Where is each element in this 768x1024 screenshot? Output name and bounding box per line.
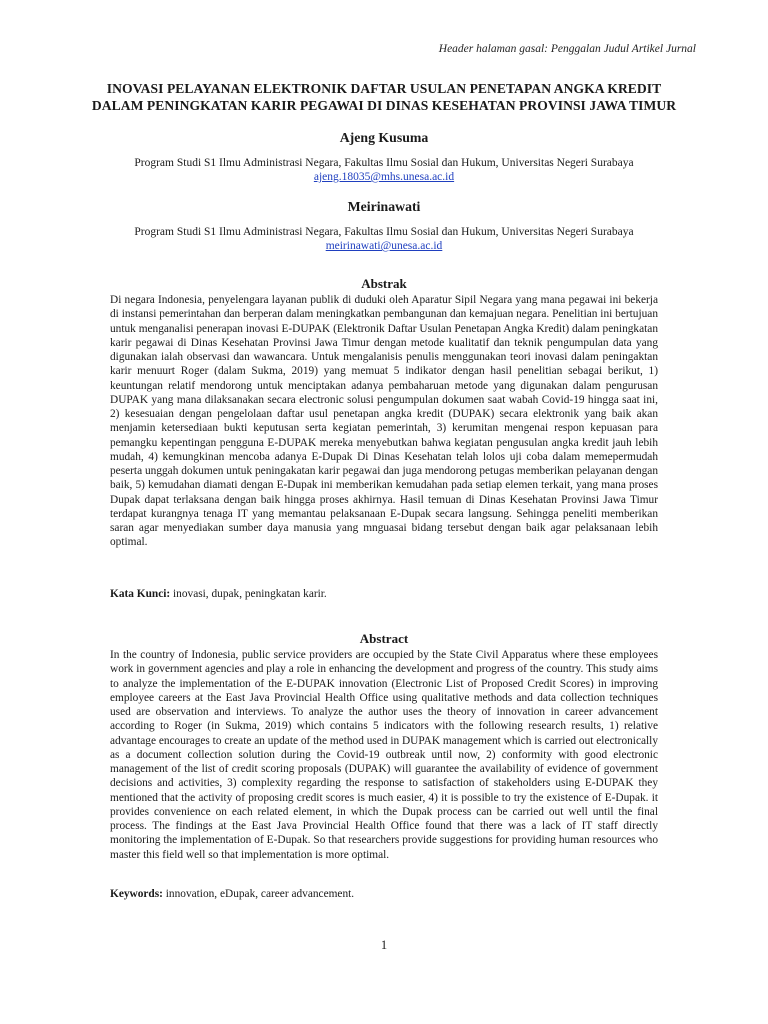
author-name: Meirinawati (347, 199, 421, 214)
author-email-link[interactable]: ajeng.18035@mhs.unesa.ac.id (313, 171, 455, 183)
abstrak-keywords (110, 587, 658, 601)
author-block-2 (60, 198, 708, 253)
keywords-label: Kata Kunci: (110, 588, 171, 600)
author-block-1 (60, 129, 708, 184)
keywords-value: inovasi, dupak, peningkatan karir. (173, 588, 327, 600)
running-header: Header halaman gasal: Penggalan Judul Artikel Jurnal (438, 43, 696, 55)
abstrak-heading: Abstrak (361, 276, 407, 291)
author-affiliation: Program Studi S1 Ilmu Administrasi Negara, Fakultas Ilmu Sosial dan Hukum, Universitas Negeri Surabaya (134, 226, 634, 238)
page-number: 1 (380, 938, 388, 952)
keywords-value: innovation, eDupak, career advancement. (165, 888, 355, 900)
article-title (60, 80, 708, 114)
article-title-line-1: INOVASI PELAYANAN ELEKTRONIK DAFTAR USULAN PENETAPAN ANGKA KREDIT (106, 81, 662, 96)
abstract-keywords (110, 887, 658, 901)
author-email-link[interactable]: meirinawati@unesa.ac.id (325, 240, 443, 252)
abstract-body: In the country of Indonesia, public service providers are occupied by the State Civil Apparatus where these employees work in government agencies and play a role in enhancing the development and progress of the country. This study aims to analyze the implementation of the E-DUPAK innovation (Electronic List of Proposed Credit Scores) in improving employee careers at the East Java Provincial Health Office using qualitative methods and data collection techniques used are observation and interviews. To analyze the author uses the theory of innovation in career advancement according to Roger (in Sukma, 2019) which contains 5 indicators with the following research results, 1) relative advantage encourages to create an update of the method used in DUPAK management which is carried out electronically as a document collection solution during the Covid-19 outbreak until now, 2) conformity with good electronic management of the list of credit scoring proposals (DUPAK) will guarantee the availability of evidence of government decisions and activities, 3) complexity regarding the response to satisfaction of stakeholders using E-DUPAK they mentioned that the activity of proposing credit scores is much easier, 4) it is possible to try the existence of E-Dupak. it provides convenience on each related element, in which the Dupak process can be carried out well until the final process. The findings at the East Java Provincial Health Office found that there was a lack of IT staff directly monitoring the implementation of E-Dupak. So that researchers provide suggestions for providing human resources who master this field well so that implementation is more optimal. (110, 649, 658, 861)
abstract-heading: Abstract (359, 631, 409, 646)
abstrak-body: Di negara Indonesia, penyelengara layanan publik di duduki oleh Aparatur Sipil Negara yang mana pegawai ini bekerja di instansi pemerintahan dan berperan dalam meningkatkan pembangunan dan kemajuan negara. Penelitian ini bertujuan untuk menganalisi penerapan inovasi E-DUPAK (Elektronik Daftar Usulan Penetapan Angka Kredit) dalam peningkatan karir pegawai di Dinas Kesehatan Provinsi Jawa Timur dengan metode kualitatif dan teknik pengumpulan data yang digunakan ialah observasi dan wawancara. Untuk mengalanisis penulis menggunakan teori inovasi dalam peningaktan karir menuurt Roger (dalam Sukma, 2019) yang memuat 5 indikator dengan hasil penelitian sebagai berikut, 1) keuntungan relatif mendorong untuk menciptakan adanya pembaharuan metode yang digunakan dalam pengurusan DUPAK yang mana dilaksanakan secara electronic solusi pengumpulan dokumen saat wabah Covid-19 hingga saat ini, 2) kesesuaian dengan pengelolaan daftar usul penetapan angka kredit (DUPAK) secara elektronik yang baik akan menjamin ketersediaan bukti keputusan serta kegiatan pemerintah, 3) kerumitan mengenai respon kepuasan para pemangku kepentingan pengguna E-DUPAK mereka menyebutkan bahwa kegiatan pengusulan angka kredit jauh lebih mudah, 4) kemungkinan mencoba adanya E-Dupak Di Dinas Kesehatan telah lolos uji coba dalam memepermudah peserta unggah dokumen untuk peningakatan karir pegawai dan juga mendorong petugas memberikan pelayanan dengan baik, 5) kemudahan diamati dengan E-Dupak ini memberikan kemudahan pada setiap elemen terkait, yang mana proses Dupak dapat terlaksana dengan baik hingga proses akhirnya. Hasil temuan di Dinas Kesehatan Provinsi Jawa Timur terdapat kurangnya tenaga IT yang memantau pelaksanaan E-Dupak secara langsung. Sehingga peneliti memberikan saran agar menyediakan sumber daya manusia yang mnguasai bidang tersebut dengan baik agar pelaksanaan lebih optimal. (110, 294, 658, 549)
keywords-label: Keywords: (110, 888, 163, 900)
author-affiliation: Program Studi S1 Ilmu Administrasi Negara, Fakultas Ilmu Sosial dan Hukum, Universitas Negeri Surabaya (134, 157, 634, 169)
article-title-line-2: DALAM PENINGKATAN KARIR PEGAWAI DI DINAS KESEHATAN PROVINSI JAWA TIMUR (91, 98, 677, 113)
author-name: Ajeng Kusuma (339, 130, 429, 145)
